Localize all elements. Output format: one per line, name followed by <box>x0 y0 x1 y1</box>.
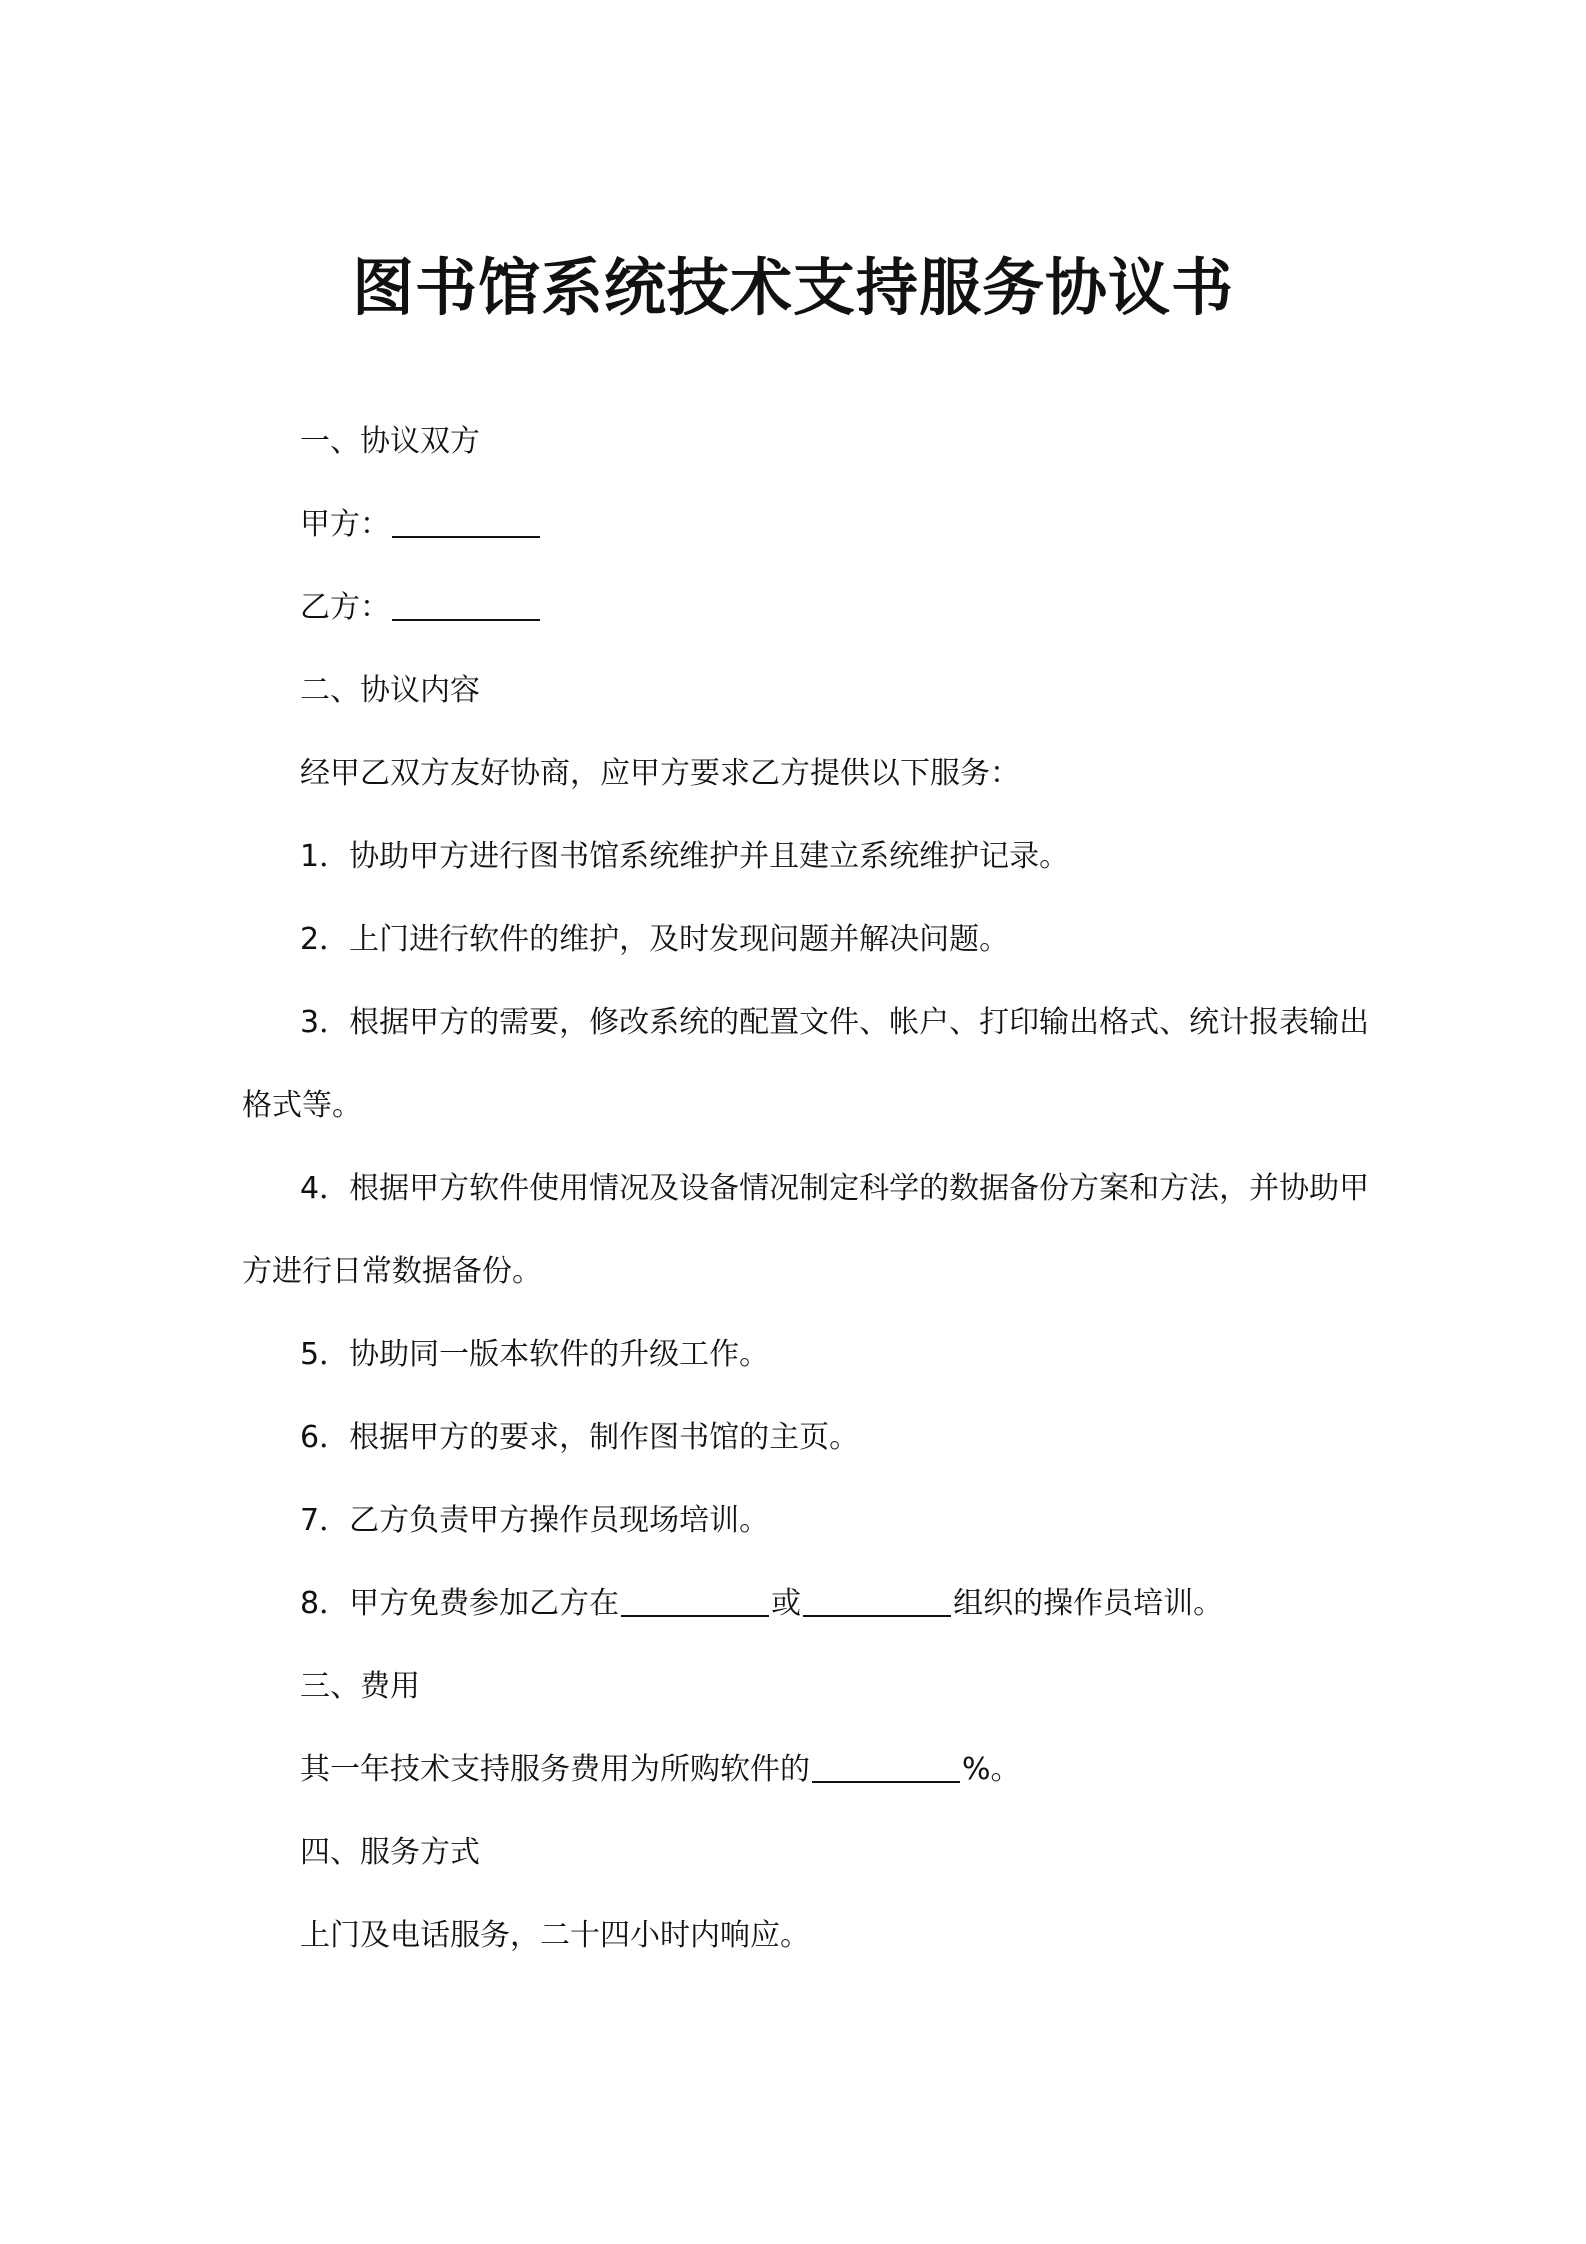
training-location-blank-2 <box>803 1587 951 1617</box>
document-title: 图书馆系统技术支持服务协议书 <box>351 251 1234 324</box>
fee-text-2: %。 <box>962 1752 1021 1787</box>
section-heading-parties: 一、协议双方 <box>300 424 480 459</box>
service-item-8 <box>300 1584 1223 1624</box>
service-item-7: 7．乙方负责甲方操作员现场培训。 <box>300 1503 770 1538</box>
service-item-1: 1．协助甲方进行图书馆系统维护并且建立系统维护记录。 <box>300 839 1070 874</box>
service-item-4-line-2: 方进行日常数据备份。 <box>242 1254 542 1289</box>
fee-line <box>300 1750 1021 1790</box>
service-item-8-text-3: 组织的操作员培训。 <box>953 1586 1224 1621</box>
party-b-blank <box>392 591 540 621</box>
service-item-6: 6．根据甲方的要求，制作图书馆的主页。 <box>300 1420 860 1455</box>
content-intro: 经甲乙双方友好协商，应甲方要求乙方提供以下服务： <box>300 756 1020 791</box>
party-a-line <box>300 505 542 545</box>
service-item-3-line-2: 格式等。 <box>242 1088 362 1123</box>
party-b-line <box>300 588 542 628</box>
party-a-label: 甲方： <box>300 507 390 542</box>
fee-text-1: 其一年技术支持服务费用为所购软件的 <box>300 1752 810 1787</box>
service-mode-text: 上门及电话服务，二十四小时内响应。 <box>300 1918 810 1953</box>
training-location-blank-1 <box>621 1587 769 1617</box>
section-heading-service-mode: 四、服务方式 <box>300 1835 480 1870</box>
service-item-8-text-2: 或 <box>771 1586 802 1621</box>
party-b-label: 乙方： <box>300 590 390 625</box>
service-item-8-text-1: 8．甲方免费参加乙方在 <box>300 1586 620 1621</box>
service-item-5: 5．协助同一版本软件的升级工作。 <box>300 1337 770 1372</box>
fee-percent-blank <box>812 1753 960 1783</box>
party-a-blank <box>392 508 540 538</box>
service-item-2: 2．上门进行软件的维护，及时发现问题并解决问题。 <box>300 922 1010 957</box>
service-item-4-line-1: 4．根据甲方软件使用情况及设备情况制定科学的数据备份方案和方法，并协助甲 <box>300 1171 1370 1206</box>
service-item-3-line-1: 3．根据甲方的需要，修改系统的配置文件、帐户、打印输出格式、统计报表输出 <box>300 1005 1370 1040</box>
section-heading-content: 二、协议内容 <box>300 673 480 708</box>
section-heading-fees: 三、费用 <box>300 1669 420 1704</box>
